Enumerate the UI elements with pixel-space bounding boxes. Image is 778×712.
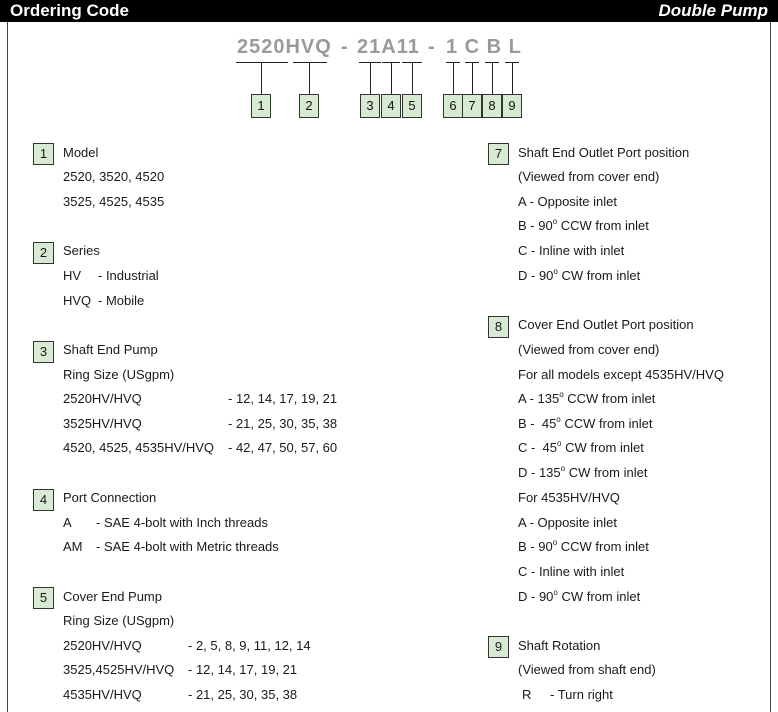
section-7-subtitle: (Viewed from cover end) [518,169,660,184]
section-3-title: Shaft End Pump [63,342,158,357]
degree-symbol: o [552,217,558,226]
section-2-title: Series [63,243,100,258]
code-mid: 21A11 [357,36,420,58]
section-9-r-code: R [522,687,532,702]
code-underline-1 [236,62,288,63]
section-2-hvq-code: HVQ [63,293,92,308]
code-underline-2 [293,62,327,63]
section-5-row-3-model: 4535HV/HVQ [63,687,142,702]
position-box-2: 2 [299,94,319,118]
section-5-subtitle: Ring Size (USgpm) [63,613,175,628]
section-8-group-2-heading: For 4535HV/HVQ [518,490,620,505]
section-8-g1-option-c: C - 45$^o$ CW from inlet [518,439,644,455]
header-bar [0,0,778,22]
section-5-row-2-model: 3525,4525HV/HVQ [63,662,175,677]
section-4-title: Port Connection [63,490,157,505]
section-7-option-d: D - 90$^o$ CW from inlet [518,267,641,283]
section-5-row-1-model: 2520HV/HVQ [63,638,142,653]
degree-symbol: o [557,439,562,448]
section-8-g1-option-b: B - 45$^o$ CCW from inlet [518,415,653,431]
connector-7 [472,62,473,94]
section-9-r-desc: - Turn right [550,687,613,702]
code-end: 1 C B L [446,36,522,58]
section-1-number: 1 [33,143,54,165]
section-8-g2-option-c: C - Inline with inlet [518,564,625,579]
code-dash-1: - [341,36,349,58]
section-8-title: Cover End Outlet Port position [518,317,694,332]
section-2-number: 2 [33,242,54,264]
degree-symbol: o [559,390,564,399]
section-9-subtitle: (Viewed from shaft end) [518,662,656,677]
position-box-9: 9 [502,94,522,118]
connector-4 [391,62,392,94]
section-7-option-b: B - 90$^o$ CCW from inlet [518,217,649,233]
section-3-row-1-model: 2520HV/HVQ [63,391,142,406]
section-8-g1-option-a: A - 135$^o$ CCW from inlet [518,390,656,406]
section-8-g2-option-b: B - 90$^o$ CCW from inlet [518,538,649,554]
section-1-line-1: 2520, 3520, 4520 [63,169,165,184]
section-2-hv-desc: - Industrial [98,268,159,283]
section-8-g1-option-d: D - 135$^o$ CW from inlet [518,464,648,480]
section-4-number: 4 [33,489,54,511]
connector-5 [412,62,413,94]
section-7-title: Shaft End Outlet Port position [518,145,690,160]
section-8-g2-option-d: D - 90$^o$ CW from inlet [518,588,641,604]
section-7-number: 7 [488,143,509,165]
degree-symbol: o [556,415,561,424]
connector-1 [261,62,262,94]
connector-2 [309,62,310,94]
position-box-1: 1 [251,94,271,118]
section-3-row-2-sizes: - 21, 25, 30, 35, 38 [228,416,338,431]
connector-9 [512,62,513,94]
section-3-row-3-model: 4520, 4525, 4535HV/HVQ [63,440,215,455]
position-box-5: 5 [402,94,422,118]
section-4-am-code: AM [63,539,83,554]
section-3-subtitle: Ring Size (USgpm) [63,367,175,382]
connector-3 [370,62,371,94]
section-8-subtitle: (Viewed from cover end) [518,342,660,357]
section-1-line-2: 3525, 4525, 4535 [63,194,165,209]
position-box-6: 6 [443,94,463,118]
degree-symbol: o [553,588,558,597]
section-8-g2-option-a: A - Opposite inlet [518,515,617,530]
connector-6 [453,62,454,94]
position-box-7: 7 [462,94,482,118]
section-4-a-code: A [63,515,72,530]
section-8-number: 8 [488,316,509,338]
section-5-row-2-sizes: - 12, 14, 17, 19, 21 [188,662,298,677]
degree-symbol: o [553,267,558,276]
position-box-3: 3 [360,94,380,118]
section-3-row-2-model: 3525HV/HVQ [63,416,142,431]
degree-symbol: o [552,538,558,547]
degree-symbol: o [560,464,566,473]
section-8-group-1-heading: For all models except 4535HV/HVQ [518,367,724,382]
section-3-number: 3 [33,341,54,363]
section-4-a-desc: - SAE 4-bolt with Inch threads [96,515,268,530]
section-7-option-a: A - Opposite inlet [518,194,617,209]
header-title: Ordering Code [10,1,130,20]
section-2-hvq-desc: - Mobile [98,293,145,308]
position-box-8: 8 [482,94,502,118]
section-2-hv-code: HV [63,268,82,283]
position-box-4: 4 [381,94,401,118]
section-1-title: Model [63,145,99,160]
section-7-option-c: C - Inline with inlet [518,243,625,258]
section-3-row-3-sizes: - 42, 47, 50, 57, 60 [228,440,338,455]
code-model: 2520HVQ [237,36,332,58]
connector-8 [492,62,493,94]
section-5-title: Cover End Pump [63,589,162,604]
section-9-title: Shaft Rotation [518,638,601,653]
section-9-number: 9 [488,636,509,658]
section-5-row-3-sizes: - 21, 25, 30, 35, 38 [188,687,298,702]
section-5-number: 5 [33,587,54,609]
section-4-am-desc: - SAE 4-bolt with Metric threads [96,539,279,554]
section-3-row-1-sizes: - 12, 14, 17, 19, 21 [228,391,338,406]
header-right-title: Double Pump [658,1,768,20]
section-5-row-1-sizes: - 2, 5, 8, 9, 11, 12, 14 [188,638,311,653]
code-dash-2: - [428,36,436,58]
